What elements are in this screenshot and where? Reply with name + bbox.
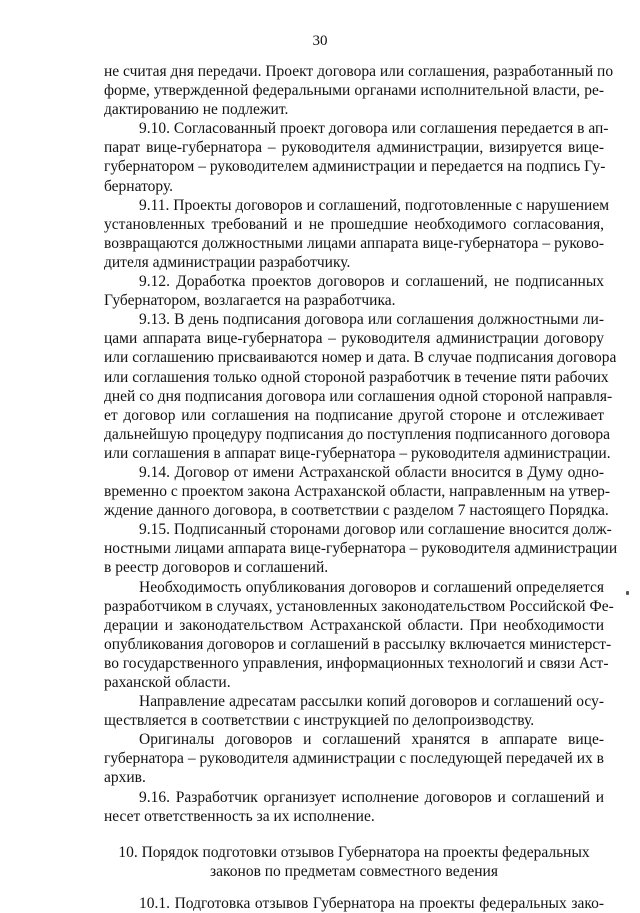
text-line: опубликования договоров и соглашений в рассылку включается министерст- xyxy=(104,635,612,653)
text-line: цами аппарата вице-губернатора – руководителя администрации договору xyxy=(104,330,604,348)
paragraph-first-line: 9.10. Согласованный проект договора или соглашения передается в ап- xyxy=(139,120,609,138)
text-line: раханской области. xyxy=(104,674,231,691)
body-text xyxy=(104,62,618,913)
text-line: или соглашению присваиваются номер и дата. В случае подписания договора xyxy=(104,349,617,367)
text-line: не считая дня передачи. Проект договора или соглашения, разработанный по xyxy=(104,63,614,80)
text-line: установленных требований и не прошедшие необходимого согласования, xyxy=(104,215,604,233)
text-line: ностными лицами аппарата вице-губернатора – руководителя администрации xyxy=(104,540,618,558)
paragraph-first-line: Направление адресатам рассылки копий договоров и соглашений осу- xyxy=(139,693,604,711)
text-line: парат вице-губернатора – руководителя администрации, визируется вице- xyxy=(104,139,604,157)
scan-speck xyxy=(626,591,629,595)
paragraph-first-line: Оригиналы договоров и соглашений хранятся в аппарате вице- xyxy=(139,731,604,749)
text-line: ждение данного договора, в соответствии с разделом 7 настоящего Порядка. xyxy=(104,502,609,520)
section-heading-line: 10. Порядок подготовки отзывов Губернатора на проекты федеральных xyxy=(118,843,590,861)
text-line: дней со дня подписания договора или соглашения одной стороной направля- xyxy=(104,387,613,405)
paragraph-first-line: 9.12. Доработка проектов договоров и соглашений, не подписанных xyxy=(139,273,604,291)
page-number: 30 xyxy=(312,33,328,49)
paragraph-first-line: 9.16. Разработчик организует исполнение договоров и соглашений и xyxy=(139,788,604,806)
text-line: временно с проектом закона Астраханской области, направленным на утвер- xyxy=(104,483,611,501)
text-line: губернатора – руководителя администрации с последующей передачей их в xyxy=(104,750,604,768)
text-line: возвращаются должностными лицами аппарата вице-губернатора – руково- xyxy=(104,234,604,252)
paragraph-first-line: 10.1. Подготовка отзывов Губернатора на проекты федеральных зако- xyxy=(139,894,604,912)
text-line: несет ответственность за их исполнение. xyxy=(104,807,375,825)
text-line: или соглашения только одной стороной разработчик в течение пяти рабочих xyxy=(104,368,609,386)
text-line: дальнейшую процедуру подписания до поступления подписанного договора xyxy=(104,425,611,443)
text-line: дактированию не подлежит. xyxy=(104,101,289,119)
text-line: разработчиком в случаях, установленных законодательством Российской Фе- xyxy=(104,597,614,615)
paragraph-first-line: 9.14. Договор от имени Астраханской области вносится в Думу одно- xyxy=(139,463,604,481)
text-line: форме, утвержденной федеральными органами исполнительной власти, ре- xyxy=(104,82,604,100)
text-line: в реестр договоров и соглашений. xyxy=(104,559,329,577)
text-line: ществляется в соответствии с инструкцией по делопроизводству. xyxy=(104,712,535,730)
text-line: во государственного управления, информационных технологий и связи Аст- xyxy=(104,654,609,672)
paragraph-first-line: 9.11. Проекты договоров и соглашений, подготовленные с нарушением xyxy=(139,196,610,214)
text-line: дителя администрации разработчику. xyxy=(104,253,351,271)
text-line: бернатору. xyxy=(104,177,174,195)
text-line: или соглашения в аппарат вице-губернатора – руководителя администрации. xyxy=(104,444,611,462)
text-line: губернатором – руководителем администрации и передается на подпись Гу- xyxy=(104,158,606,176)
paragraph-first-line: 9.15. Подписанный сторонами договор или соглашение вносится долж- xyxy=(139,521,612,539)
text-line: дерации и законодательством Астраханской области. При необходимости xyxy=(104,616,604,634)
text-line: ет договор или соглашения на подписание другой стороне и отслеживает xyxy=(104,406,604,424)
text-line: архив. xyxy=(104,769,146,787)
paragraph-first-line: 9.13. В день подписания договора или соглашения должностными ли- xyxy=(139,311,604,329)
text-line: Губернатором, возлагается на разработчика. xyxy=(104,292,396,310)
paragraph-first-line: Необходимость опубликования договоров и соглашений определяется xyxy=(139,578,604,596)
section-heading-line: законов по предметам совместного ведения xyxy=(210,862,498,880)
